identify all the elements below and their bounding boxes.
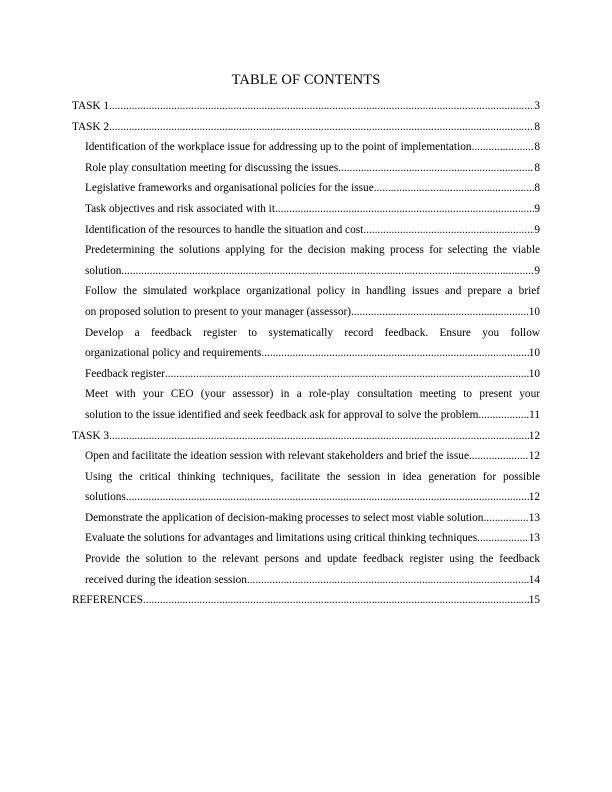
dot-leader [477,528,529,549]
toc-entry-text: REFERENCES [72,594,143,607]
toc-entry[interactable] [72,199,540,220]
toc-page-number: 12 [528,429,540,442]
toc-entry-text: solution to the issue identified and seek feedback ask for approval to solve the problem [85,408,479,421]
toc-entry-text: Identification of the workplace issue for addressing up to the point of implementation [85,141,472,154]
toc-entry[interactable] [72,178,540,199]
dot-leader [483,508,528,529]
toc-entry[interactable] [72,240,540,281]
toc-page-number: 14 [528,573,540,586]
toc-entry-text: Evaluate the solutions for advantages and limitations using critical thinking techniques [85,532,478,545]
dot-leader [275,199,534,220]
toc-entry[interactable] [72,281,540,322]
toc-entry-text: Task objectives and risk associated with it [85,202,275,215]
toc-entry[interactable] [72,446,540,467]
toc-entry-task-1[interactable] [72,96,540,117]
toc-page-number: 12 [528,450,540,463]
dot-leader [374,178,535,199]
toc-entry[interactable] [72,384,540,425]
toc-entry-text-line1: Develop a feedback register to systematically record feedback. Ensure you follow [85,326,540,339]
toc-page-number: 8 [534,120,540,133]
toc-entry-text: organizational policy and requirements [85,347,262,360]
toc-entry[interactable] [72,137,540,158]
dot-leader [109,117,534,138]
toc-page-number: 9 [534,264,540,277]
toc-page-number: 10 [528,305,540,318]
toc-entry[interactable] [72,549,540,590]
dot-leader [472,137,535,158]
dot-leader [261,343,528,364]
toc-entry[interactable] [72,467,540,508]
toc-page-number: 13 [528,511,540,524]
toc-page-number: 8 [534,161,540,174]
toc-page-number: 10 [528,367,540,380]
toc-page-number: 8 [534,182,540,195]
dot-leader [338,158,534,179]
toc-entry[interactable] [72,528,540,549]
dot-leader [469,446,529,467]
toc-entry-task-2[interactable] [72,117,540,138]
toc-entry-text-line1: Provide the solution to the relevant persons and update feedback register using the feedback [85,553,540,566]
dot-leader [109,426,529,447]
dot-leader [126,487,529,508]
toc-page-number: 9 [534,202,540,215]
toc-entry-text: Demonstrate the application of decision-making processes to select most viable solution [85,511,484,524]
toc-page-number: 10 [528,347,540,360]
toc-entry-text-line1: Predetermining the solutions applying for the decision making process for selecting the viable [85,244,540,257]
toc-entry-text-line1: Using the critical thinking techniques, facilitate the session in idea generation for possible [85,470,540,483]
dot-leader [351,302,529,323]
toc-entry-text: solution [85,264,122,277]
toc-page-number: 8 [534,141,540,154]
toc-entry[interactable] [72,323,540,364]
toc-entry-text: TASK 3 [72,429,110,442]
toc-entry-references[interactable] [72,590,540,611]
toc-entry[interactable] [72,508,540,529]
dot-leader [165,364,529,385]
toc-page-number: 13 [528,532,540,545]
table-of-contents [72,96,540,611]
toc-entry-text: TASK 1 [72,100,110,112]
dot-leader [121,261,534,282]
toc-entry[interactable] [72,158,540,179]
dot-leader [478,405,529,426]
toc-entry-text-line1: Follow the simulated workplace organizational policy in handling issues and prepare a brief [85,285,540,298]
toc-entry[interactable] [72,364,540,385]
toc-page-number: 11 [529,408,540,421]
toc-entry[interactable] [72,220,540,241]
toc-entry-text: TASK 2 [72,120,110,133]
toc-page-number: 3 [534,100,540,112]
toc-entry-text: received during the ideation session [85,573,247,586]
toc-page-number: 15 [528,594,540,607]
toc-page-number: 12 [528,491,540,504]
toc-page-number: 9 [534,223,540,236]
toc-entry-task-3[interactable] [72,426,540,447]
toc-entry-text: Role play consultation meeting for discussing the issues [85,161,339,174]
toc-entry-text-line1: Meet with your CEO (your assessor) in a role-play consultation meeting to present your [85,388,540,401]
dot-leader [109,96,534,117]
toc-entry-text: Identification of the resources to handle the situation and cost [85,223,364,236]
toc-title: TABLE OF CONTENTS [231,72,381,88]
dot-leader [363,220,534,241]
dot-leader [247,570,529,591]
dot-leader [143,590,529,611]
toc-entry-text: on proposed solution to present to your manager (assessor) [85,305,352,318]
toc-entry-text: solutions [85,491,126,504]
toc-entry-text: Legislative frameworks and organisational policies for the issue [85,182,374,195]
toc-entry-text: Open and facilitate the ideation session with relevant stakeholders and brief the issue [85,450,469,463]
toc-entry-text: Feedback register [85,367,165,380]
